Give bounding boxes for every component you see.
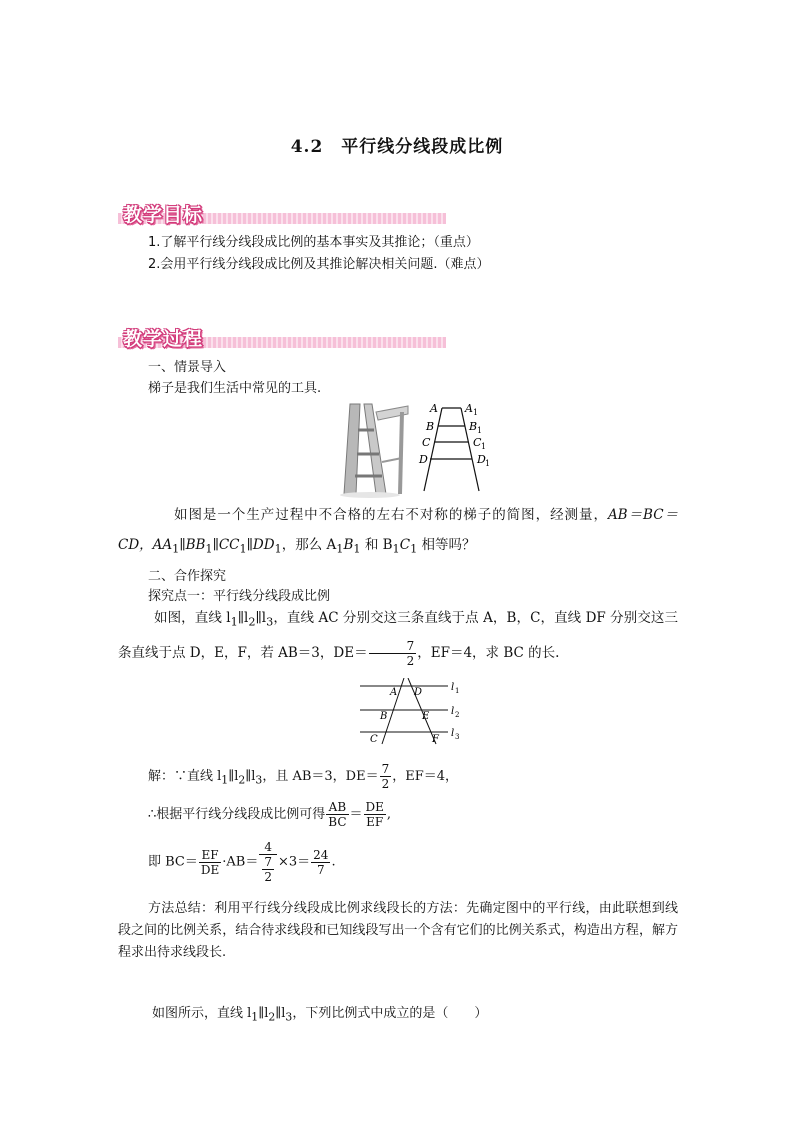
comma: , [386, 807, 392, 822]
label-l1-sub: 1 [455, 687, 460, 695]
q-text-6: ∥DD [246, 537, 275, 553]
label-B1-sub: 1 [477, 426, 483, 435]
ladder-diagram [418, 398, 500, 494]
point-E: E [422, 711, 430, 722]
ex2-sub: 2 [268, 1010, 276, 1024]
fraction-ef-de [199, 848, 221, 877]
objective-item-2: 2.会用平行线分线段成比例及其推论解决相关问题.（难点） [148, 257, 490, 272]
sol-text-5: ，EF＝4， [392, 769, 458, 784]
label-B: B [426, 420, 435, 433]
sol-text-2: ∥l [228, 769, 239, 784]
label-l1: l [451, 682, 455, 693]
section-2-title: 二、合作探究 [148, 569, 227, 584]
point-F: F [432, 734, 439, 745]
label-l2: l [451, 706, 455, 717]
frac-num: 7 [381, 762, 390, 776]
frac-den: DE [200, 862, 220, 877]
ex2-text-2: ∥l [258, 1006, 269, 1021]
label-A1-sub: 1 [473, 408, 479, 417]
frac-num: DE [365, 800, 384, 814]
fraction-24-7 [311, 848, 330, 877]
sol3-text-3: ×3＝ [277, 854, 311, 870]
point-A: A [390, 687, 398, 698]
objectives-heading: 教学目标 [123, 204, 204, 226]
sol-sub: 1 [221, 773, 229, 787]
q-text-5: ∥CC [212, 537, 240, 553]
q-text-10: C [399, 537, 411, 553]
q-sub: 1 [410, 542, 418, 556]
solution-line-2 [148, 800, 391, 829]
point-D: D [414, 687, 423, 698]
ex2-text-3: ∥l [275, 1006, 286, 1021]
ex1-text-2: ∥l [237, 610, 249, 626]
example-1 [118, 603, 678, 668]
ex1-text-4: ，直线 AC 分别交这三条直线于点 A，B，C，直线 DF 分别交这 [273, 610, 665, 626]
ex2-sub: 1 [251, 1010, 259, 1024]
frac-den: 2 [381, 777, 390, 791]
label-l2-sub: 2 [455, 711, 460, 719]
sol3-text-2: ·AB＝ [222, 854, 259, 870]
q-text-1: 如图是一个生产过程中不合格的左右不对称的梯子的简图，经测量， [174, 507, 608, 523]
q-sub: 1 [392, 542, 400, 556]
q-sub: 1 [353, 542, 361, 556]
q-text-8: B [343, 537, 354, 553]
nested-fraction [260, 855, 276, 884]
label-C1-sub: 1 [481, 442, 487, 451]
frac-num: 24 [313, 847, 329, 862]
frac-num: 7 [369, 639, 417, 654]
fraction-seven-halves [369, 639, 417, 668]
sol2-text: ∴根据平行线分线段成比例可得 [148, 807, 326, 822]
ex1-text-1: 如图，直线 l [154, 610, 231, 626]
label-D1: D [477, 453, 486, 466]
frac-den: BC [328, 815, 347, 829]
exploration-point-1: 探究点一：平行线分线段成比例 [148, 589, 331, 604]
label-B1: B [469, 420, 478, 433]
ex1-text-3: ∥l [255, 610, 267, 626]
solution-line-1 [148, 762, 458, 792]
q-text-2: AB＝BC＝ [607, 507, 679, 523]
ex2-sub: 3 [285, 1010, 293, 1024]
sol-text-4: ，且 AB＝3，DE＝ [262, 769, 379, 784]
ex2-text-1: 如图所示，直线 l [152, 1006, 252, 1021]
frac-den: EF [366, 815, 384, 829]
process-heading: 教学过程 [123, 328, 204, 350]
objectives-banner [118, 200, 446, 226]
q-sub: 1 [336, 542, 344, 556]
fraction-seven-halves [380, 762, 392, 791]
frac-num: EF [199, 848, 221, 863]
fraction-de-ef [364, 800, 386, 829]
q-text-4: ∥BB [179, 537, 206, 553]
sol-sub: 2 [238, 773, 246, 787]
sol-sub: 3 [255, 773, 263, 787]
q-text-3: CD，AA [118, 537, 173, 553]
fraction-four-over-seven-halves [259, 840, 277, 884]
q-sub: 1 [274, 542, 282, 556]
ex2-text-4: ，下列比例式中成立的是（ ） [292, 1006, 488, 1021]
label-D: D [419, 453, 428, 466]
frac-den: 2 [264, 870, 272, 884]
point-B: B [380, 711, 388, 722]
method-summary: 方法总结：利用平行线分线段成比例求线段长的方法：先确定图中的平行线，由此联想到线段之间的比例关系，结合待求线段和已知线段写出一个含有它们的比例关系式，构造出方程，解方程求出待求线段长. [118, 901, 678, 960]
ex1-sub: 2 [248, 615, 256, 629]
parallel-lines-diagram [356, 678, 468, 748]
label-D1-sub: 1 [485, 459, 491, 468]
page-title: 4.2 平行线分线段成比例 [290, 137, 504, 157]
label-C: C [422, 436, 431, 449]
frac-den: 2 [406, 653, 415, 668]
q-text-11: 相等吗？ [417, 537, 476, 553]
equals-sign: ＝ [349, 807, 363, 822]
fraction-ab-bc [326, 800, 348, 829]
q-sub: 1 [239, 542, 247, 556]
sol-text-3: ∥l [245, 769, 256, 784]
ex1-text-5: 三条直线于点 D，E，F，若 AB＝3，DE＝ [118, 610, 679, 661]
frac-num: AB [326, 800, 348, 815]
frac-num: 7 [264, 855, 272, 869]
period: . [331, 854, 336, 870]
process-banner [118, 324, 446, 350]
label-A: A [430, 402, 438, 415]
frac-num: 4 [259, 840, 277, 855]
sol-text-1: 解：∵直线 l [148, 769, 222, 784]
label-l3-sub: 3 [455, 733, 460, 741]
ex1-sub: 1 [230, 615, 238, 629]
q-text-9: 和 B [360, 537, 393, 553]
objective-item-1: 1.了解平行线分线段成比例的基本事实及其推论；（重点） [148, 235, 479, 250]
q-sub: 1 [205, 542, 213, 556]
label-l3: l [451, 728, 455, 739]
solution-line-3 [148, 840, 336, 884]
ladder-photo [330, 402, 410, 498]
ladder-question [118, 500, 678, 565]
point-C: C [370, 734, 378, 745]
q-sub: 1 [172, 542, 180, 556]
section-1-intro: 梯子是我们生活中常见的工具. [148, 381, 322, 396]
q-text-7: ，那么 A [281, 537, 337, 553]
example-2 [152, 1003, 487, 1029]
sol3-text-1: 即 BC＝ [148, 854, 198, 870]
frac-den: 7 [316, 862, 325, 877]
label-C1: C [473, 436, 482, 449]
label-A1: A [465, 402, 473, 415]
ex1-text-6: ，EF＝4，求 BC 的长. [417, 644, 560, 661]
ex1-sub: 3 [266, 615, 274, 629]
section-1-title: 一、情景导入 [148, 360, 227, 375]
